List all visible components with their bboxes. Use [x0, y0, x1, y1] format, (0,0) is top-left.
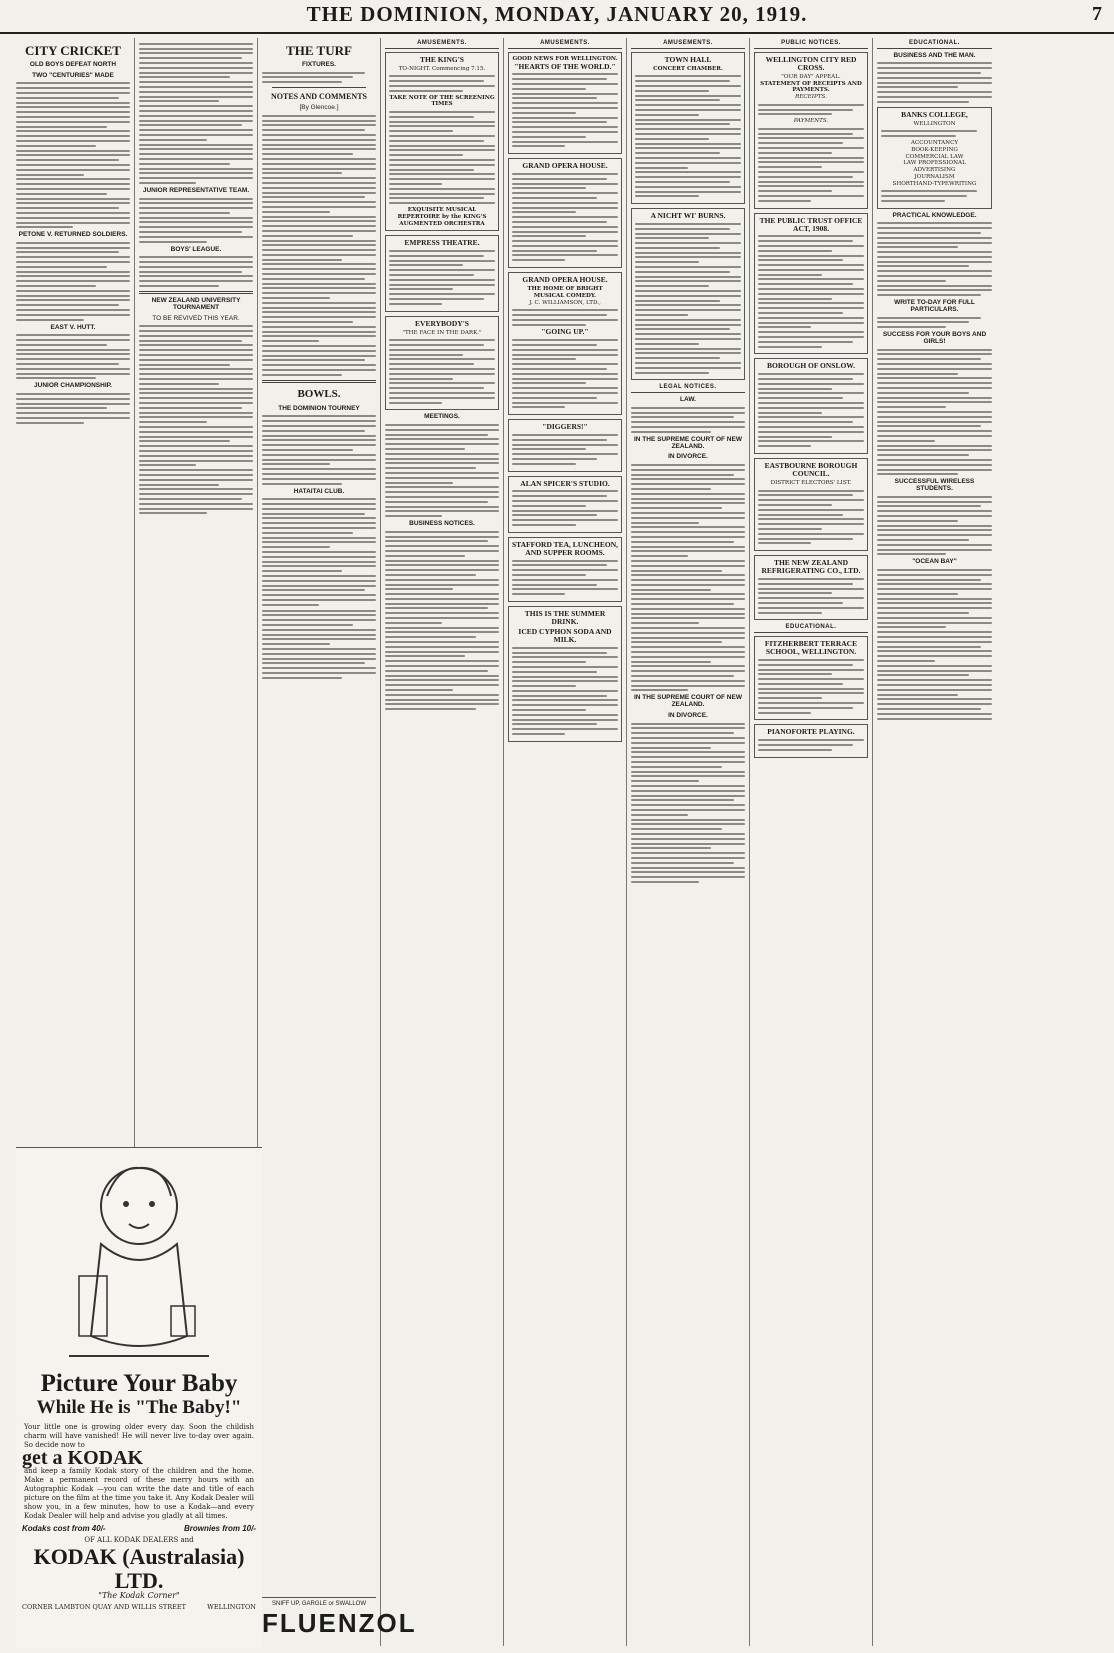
eastbourne-title: EASTBOURNE BOROUGH COUNCIL.: [764, 460, 858, 478]
fixtures-heading: FIXTURES.: [302, 61, 336, 68]
grand-opera-ad-2: [508, 272, 622, 415]
fitzherbert-title: FITZHERBERT TERRACE SCHOOL, WELLINGTON.: [764, 639, 858, 657]
subject-6: JOURNALISM: [914, 173, 955, 180]
junior-heading: JUNIOR CHAMPIONSHIP.: [34, 382, 112, 390]
wireless-heading: SUCCESSFUL WIRELESS STUDENTS.: [894, 478, 975, 493]
column-7: [750, 38, 873, 1646]
page-number: 7: [1092, 3, 1102, 25]
subject-5: ADVERTISING: [913, 167, 956, 174]
subject-2: BOOK-KEEPING: [911, 146, 958, 153]
practical-text: [877, 222, 992, 296]
everybodys-theatre-ad: [385, 316, 499, 411]
summer-drink-title: THIS IS THE SUMMER DRINK.: [524, 608, 606, 626]
everybodys-title: EVERYBODY'S: [415, 318, 469, 328]
onslow-notice: [754, 358, 868, 454]
hearts-title: "HEARTS OF THE WORLD.": [514, 61, 616, 71]
banks-college-title: BANKS COLLEGE,: [901, 109, 968, 119]
iced-soda: ICED CYPHON SODA AND MILK.: [518, 626, 612, 644]
cricket-subhead: OLD BOYS DEFEAT NORTH: [29, 61, 117, 68]
subject-7: SHORTHAND-TYPEWRITING: [892, 180, 977, 187]
pianoforte-title: PIANOFORTE PLAYING.: [767, 727, 855, 737]
bowls-article: [262, 415, 376, 484]
ocean-bay-text: [877, 569, 992, 720]
hataitai-heading: HATAITAI CLUB.: [293, 487, 345, 495]
red-cross-title: WELLINGTON CITY RED CROSS.: [765, 54, 857, 72]
town-hall-ad: [631, 52, 745, 204]
column-6: [627, 38, 750, 1646]
alan-spicer-title: ALAN SPICER'S STUDIO.: [520, 478, 610, 488]
business-heading: BUSINESS NOTICES.: [409, 520, 475, 528]
practical-heading: PRACTICAL KNOWLEDGE.: [892, 211, 977, 219]
amusements-label-3: AMUSEMENTS.: [631, 40, 745, 49]
kodak-subheadline: While He is "The Baby!": [36, 1397, 242, 1418]
alan-spicer-ad: [508, 476, 622, 533]
kings-orchestra: EXQUISITE MUSICAL REPERTOIRE by the KING'S AUGMENTED ORCHESTRA: [397, 206, 487, 227]
subject-3: COMMERCIAL LAW: [905, 153, 964, 160]
payments-heading: PAYMENTS.: [793, 118, 829, 125]
onslow-title: BOROUGH OF ONSLOW.: [766, 361, 855, 371]
write-today-heading: WRITE TO-DAY FOR FULL PARTICULARS.: [894, 299, 975, 314]
hearts-of-world-ad: [508, 52, 622, 154]
empress-theatre-ad: [385, 235, 499, 311]
newspaper-page: [12, 38, 1104, 1646]
kodak-corner: "The Kodak Corner": [98, 1591, 180, 1601]
red-cross-notice: [754, 52, 868, 209]
public-notices-label: PUBLIC NOTICES.: [754, 40, 868, 49]
cricket-subhead-2: TWO "CENTURIES" MADE: [32, 71, 114, 79]
write-today-text: [877, 317, 992, 329]
tobacco-notice: [262, 610, 376, 679]
legal-notices-label: LEGAL NOTICES.: [631, 384, 745, 393]
public-trust-notice: [754, 213, 868, 355]
junior-rep-heading: JUNIOR REPRESENTATIVE TEAM.: [142, 186, 250, 194]
subject-1: ACCOUNTANCY: [910, 139, 959, 146]
masthead: [0, 0, 1114, 34]
kodak-price-left: Kodaks cost from 40/-: [22, 1523, 106, 1533]
kings-theatre-ad: [385, 52, 499, 232]
kodak-body: and keep a family Kodak story of the children and the home. Make a permanent record of these merry hours with an Autographic Kodak —you can write the date and title of each picture on the film at the time you take it. Any Kodak Dealer will show you, in a few minutes, how to use a Kodak—and every Kodak Dealer will help and advise you gladly at all times.: [24, 1466, 254, 1520]
university-text: [139, 325, 253, 514]
grand-opera-title-1: GRAND OPERA HOUSE.: [522, 161, 608, 171]
column-8: [873, 38, 996, 1646]
kodak-get: get a KODAK: [22, 1447, 144, 1469]
williamson: J. C. WILLIAMSON, LTD.,: [529, 299, 601, 306]
refrigerating-title: THE NEW ZEALAND REFRIGERATING CO., LTD.: [761, 558, 861, 576]
kodak-address: CORNER LAMBTON QUAY AND WILLIS STREET: [22, 1603, 186, 1612]
burns-title: A NICHT WI' BURNS.: [650, 211, 726, 221]
kodak-price-right: Brownies from 10/-: [183, 1523, 256, 1533]
column-2: [135, 38, 258, 1646]
kings-subtitle: TO-NIGHT. Commencing 7.15.: [398, 65, 486, 72]
petone-scores: [16, 242, 130, 321]
divorce-text: [631, 464, 745, 691]
petone-heading: PETONE V. RETURNED SOLDIERS.: [18, 231, 128, 239]
column-5: [504, 38, 627, 1646]
grand-opera-ad-1: [508, 158, 622, 268]
east-hutt-scores: [16, 334, 130, 379]
fluenzol-brand: FLUENZOL: [262, 1607, 417, 1638]
ocean-bay-heading: "OCEAN BAY": [912, 558, 957, 566]
university-heading: NEW ZEALAND UNIVERSITY TOURNAMENT: [151, 297, 241, 311]
subject-4: LAW PROFESSIONAL: [903, 160, 966, 167]
banks-college-ad: [877, 107, 992, 209]
fixtures-list: [262, 72, 376, 84]
public-trust-title: THE PUBLIC TRUST OFFICE ACT, 1908.: [759, 215, 863, 233]
column-4: [381, 38, 504, 1646]
law-heading: LAW.: [680, 396, 696, 404]
fitzherbert-ad: [754, 636, 868, 720]
kodak-city: WELLINGTON: [207, 1603, 256, 1612]
cricket-headline: CITY CRICKET: [25, 43, 121, 58]
musical-comedy: THE HOME OF BRIGHT MUSICAL COMEDY.: [527, 286, 603, 299]
fluenzol-ad: [262, 1597, 417, 1647]
hataitai-text: [262, 498, 376, 606]
cricket-article-text: [16, 82, 130, 228]
banks-wellington: WELLINGTON: [913, 120, 956, 127]
meetings-heading: MEETINGS.: [424, 413, 460, 421]
law-text: [631, 407, 745, 433]
business-text: [385, 531, 499, 710]
success-heading: SUCCESS FOR YOUR BOYS AND GIRLS!: [882, 331, 987, 346]
kings-title: THE KING'S: [420, 54, 464, 64]
fluenzol-tagline: SNIFF UP, GARGLE or SWALLOW: [271, 1601, 367, 1607]
receipts-heading: RECEIPTS.: [795, 94, 827, 101]
good-news: GOOD NEWS FOR WELLINGTON.: [512, 55, 618, 62]
statement-heading: STATEMENT OF RECEIPTS AND PAYMENTS.: [760, 80, 862, 94]
junior-text: [16, 393, 130, 424]
divorce-heading: IN DIVORCE.: [668, 453, 708, 461]
bowls-subhead: THE DOMINION TOURNEY: [278, 404, 360, 412]
burns-night-ad: [631, 208, 745, 380]
business-man-heading: BUSINESS AND THE MAN.: [893, 51, 976, 59]
east-hutt-heading: EAST V. HUTT.: [50, 323, 96, 331]
pianoforte-ad: [754, 724, 868, 757]
column-3: [258, 38, 417, 1646]
amusements-label-1: AMUSEMENTS.: [385, 40, 499, 49]
town-hall-title: TOWN HALL: [664, 54, 712, 64]
kodak-company: KODAK (Australasia) LTD.: [33, 1544, 245, 1594]
kings-programme: TAKE NOTE OF THE SCREENING TIMES: [389, 94, 495, 108]
going-up: "GOING UP.": [541, 327, 589, 337]
junior-rep-text: [139, 198, 253, 243]
wireless-text: [877, 496, 992, 556]
kodak-headline: Picture Your Baby: [40, 1370, 238, 1397]
success-text: [877, 349, 992, 476]
stafford-ad: [508, 537, 622, 602]
amusements-label-2: AMUSEMENTS.: [508, 40, 622, 49]
eastbourne-notice: [754, 458, 868, 551]
bowls-headline: BOWLS.: [297, 387, 341, 400]
turf-byline: [By Glencoe.]: [299, 104, 339, 112]
electors-list: DISTRICT ELECTORS' LIST.: [770, 479, 852, 486]
concert-chamber: CONCERT CHAMBER.: [653, 65, 723, 72]
university-subheading: TO BE REVIVED THIS YEAR.: [152, 314, 240, 322]
newspaper-title: THE DOMINION, MONDAY, JANUARY 20, 1919.: [306, 2, 808, 26]
our-day-appeal: "OUR DAY" APPEAL.: [781, 73, 841, 80]
face-in-dark: "THE FACE IN THE DARK.": [402, 329, 482, 336]
refrigerating-notice: [754, 555, 868, 620]
educational-label-1: EDUCATIONAL.: [754, 624, 868, 633]
stafford-title: STAFFORD TEA, LUNCHEON, AND SUPPER ROOMS.: [512, 539, 618, 557]
boys-league-text: [139, 256, 253, 287]
diggers-ad: [508, 419, 622, 471]
diggers-title: "DIGGERS!": [542, 422, 588, 432]
business-man-text: [877, 62, 992, 102]
kodak-dealers: OF ALL KODAK DEALERS and: [84, 1535, 194, 1544]
supreme-court-heading: IN THE SUPREME COURT OF NEW ZEALAND.: [634, 435, 742, 450]
empress-title: EMPRESS THEATRE.: [404, 238, 480, 248]
summer-drink-ad: [508, 606, 622, 742]
grand-opera-title-2: GRAND OPERA HOUSE.: [522, 275, 608, 285]
boys-league-heading: BOYS' LEAGUE.: [170, 245, 222, 253]
turf-article: [262, 115, 376, 376]
educational-label-2: EDUCATIONAL.: [877, 40, 992, 49]
divorce-text-2: [631, 723, 745, 883]
divorce-heading-2: IN DIVORCE.: [668, 712, 708, 720]
supreme-court-heading-2: IN THE SUPREME COURT OF NEW ZEALAND.: [634, 694, 742, 709]
turf-headline: THE TURF: [286, 43, 352, 58]
meetings-text: [385, 424, 499, 517]
cricket-continued: [139, 43, 253, 184]
kodak-intro: Your little one is growing older every day. Soon the childish charm will have vanished! He will never live to-day over again. So decide now to: [24, 1423, 254, 1449]
notes-heading: NOTES AND COMMENTS: [270, 92, 367, 102]
